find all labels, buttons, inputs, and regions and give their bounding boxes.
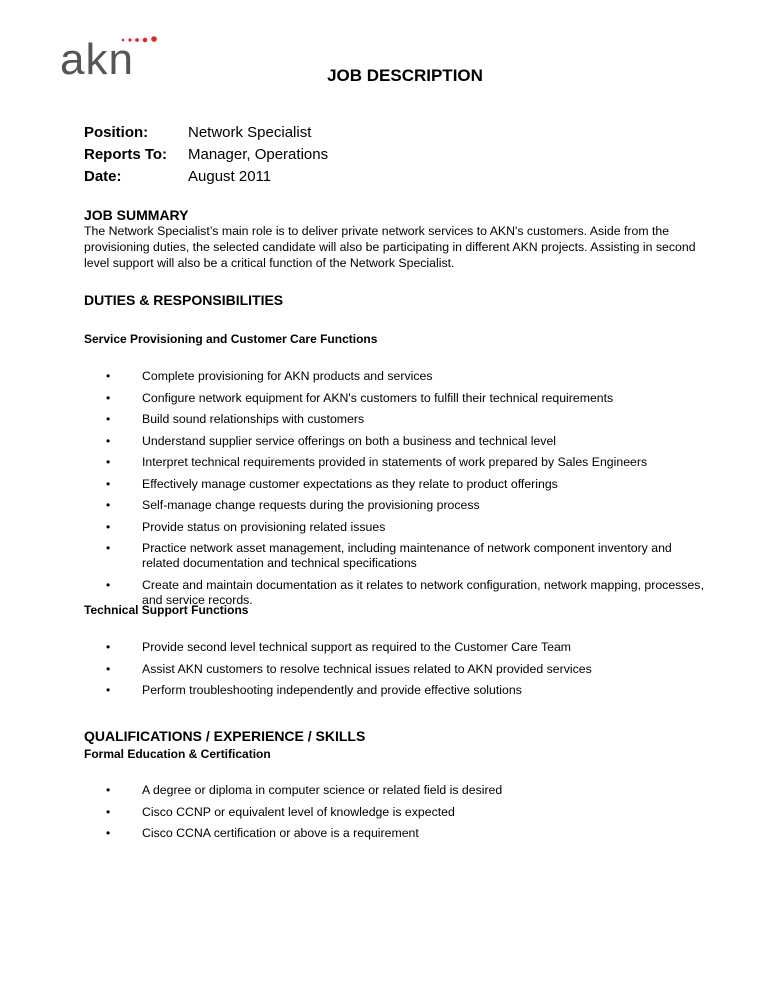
job-summary-text: The Network Specialist’s main role is to deliver private network services to AKN's customers. Aside from the provisioning duties, the selected candidate will also be participating in different AKN projects. Assisting in second level support will also be a critical function of the Network Specialist. — [84, 224, 696, 270]
list-item: • Self-manage change requests during the provisioning process — [84, 498, 704, 513]
list-item: • A degree or diploma in computer science or related field is desired — [84, 783, 704, 798]
list-item: • Configure network equipment for AKN's customers to fulfill their technical requirements — [84, 391, 704, 406]
technical-support-list — [84, 640, 704, 705]
document-title: JOB DESCRIPTION — [327, 66, 483, 85]
service-duties-list — [84, 369, 704, 614]
list-item: • Interpret technical requirements provided in statements of work prepared by Sales Engineers — [84, 455, 704, 470]
position-label: Position: — [84, 124, 149, 141]
position-value: Network Specialist — [188, 124, 312, 141]
date-value: August 2011 — [188, 168, 272, 185]
list-item: • Practice network asset management, including maintenance of network component inventory and related documentation and technical specifications — [84, 541, 704, 571]
list-item: • Cisco CCNA certification or above is a requirement — [84, 826, 704, 841]
education-list — [84, 783, 704, 848]
list-item: • Provide second level technical support as required to the Customer Care Team — [84, 640, 704, 655]
duties-heading: DUTIES & RESPONSIBILITIES — [84, 292, 284, 308]
list-item: • Provide status on provisioning related issues — [84, 520, 704, 535]
education-heading: Formal Education & Certification — [84, 747, 271, 761]
reports-to-value: Manager, Operations — [188, 146, 329, 163]
reports-to-label: Reports To: — [84, 146, 168, 163]
service-provisioning-heading: Service Provisioning and Customer Care Functions — [84, 332, 378, 346]
list-item: • Assist AKN customers to resolve technical issues related to AKN provided services — [84, 662, 704, 677]
job-summary-heading: JOB SUMMARY — [84, 207, 189, 223]
list-item: • Build sound relationships with customers — [84, 412, 704, 427]
list-item: • Effectively manage customer expectations as they relate to product offerings — [84, 477, 704, 492]
qualifications-heading: QUALIFICATIONS / EXPERIENCE / SKILLS — [84, 728, 366, 744]
list-item: • Understand supplier service offerings on both a business and technical level — [84, 434, 704, 449]
list-item: • Complete provisioning for AKN products and services — [84, 369, 704, 384]
svg-text:akn: akn — [60, 35, 134, 80]
list-item: • Create and maintain documentation as it relates to network configuration, network mapping, processes, and service records. — [84, 578, 704, 608]
list-item: • Perform troubleshooting independently and provide effective solutions — [84, 683, 704, 698]
list-item: • Cisco CCNP or equivalent level of knowledge is expected — [84, 805, 704, 820]
technical-support-heading: Technical Support Functions — [84, 603, 249, 617]
date-label: Date: — [84, 168, 122, 185]
